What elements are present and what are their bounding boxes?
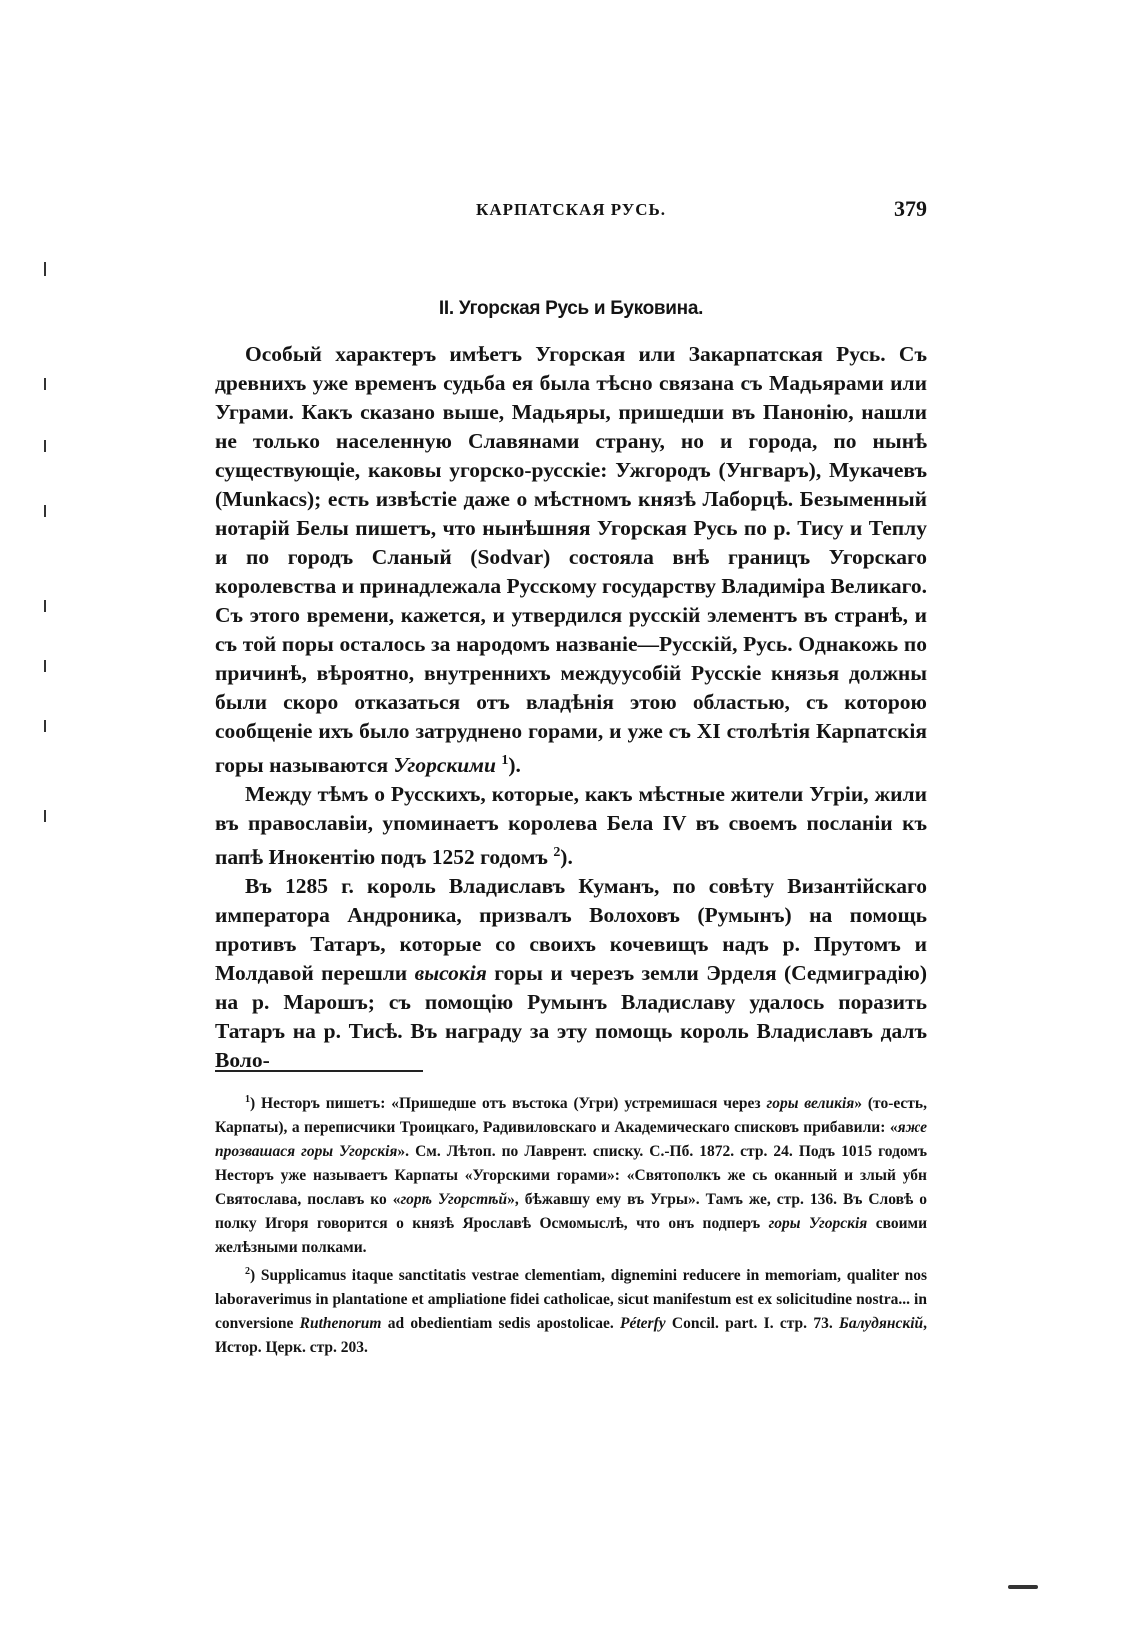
italic-term: Балудянскій bbox=[839, 1315, 924, 1333]
paragraph-text: ). bbox=[508, 753, 521, 778]
scan-mark bbox=[44, 440, 46, 452]
paragraph-text: Особый характеръ имѣетъ Угорская или Закарпатская Русь. Съ древнихъ уже временъ судьба ея была тѣсно связана съ Мадьярами или Уграми. Какъ сказано выше, Мадьяры, пришедши въ Панонію, нашли не только населенную Славянами страну, но и города, по нынѣ существующіе, каковы угорско-русскіе: Ужгородъ (Унгваръ), Мукачевъ (Munkacs); есть извѣстіе даже о мѣстномъ князѣ Лаборцѣ. Безыменный нотарій Белы пишетъ, что нынѣшняя Угорская Русь по р. Тису и Теплу и по городъ Сланый (Sodvar) состояла внѣ границъ Угорскаго королевства и принадлежала Русскому государству Владиміра Великаго. Съ этого времени, кажется, и утвердился русскій элементъ въ странѣ, и съ той поры осталось за народомъ названіе—Русскій, Русь. Однакожь по причинѣ, вѣроятно, внутреннихъ междуусобій Русскіе князья должны были скоро отказаться отъ владѣнія этою областью, съ которою сообщеніе ихъ было затруднено горами, и уже съ XI столѣтія Карпатскія горы называются bbox=[215, 342, 927, 778]
footnote-text: » (то-есть, Карпаты), а переписчики Троицкаго, Радивиловскаго и Академическаго списковъ прибавили: « bbox=[215, 1095, 927, 1137]
paragraph-text: Между тѣмъ о Русскихъ, которые, какъ мѣстные жители Угріи, жили въ православіи, упоминаетъ королева Бела IV въ своемъ посланіи къ папѣ Инокентію подъ 1252 годомъ bbox=[215, 782, 927, 870]
footnote-2 bbox=[215, 1260, 927, 1360]
scan-mark bbox=[1008, 1585, 1038, 1589]
footnote-marker: 1 bbox=[245, 1094, 251, 1105]
scan-mark bbox=[44, 378, 46, 390]
italic-term: яже прозвашася горы Угорскія bbox=[215, 1119, 927, 1161]
scan-mark bbox=[44, 600, 46, 612]
footnotes bbox=[215, 1088, 927, 1360]
italic-term: Péterfy bbox=[620, 1315, 666, 1333]
italic-term: горы Угорскія bbox=[768, 1215, 868, 1233]
footnote-ref: 1 bbox=[501, 753, 509, 768]
footnote-separator bbox=[215, 1070, 423, 1072]
page-number: 379 bbox=[894, 196, 927, 221]
page-header bbox=[215, 196, 927, 226]
italic-term: горѣ Угорстѣй bbox=[400, 1191, 508, 1209]
footnote-text: Concil. part. I. стр. 73. bbox=[671, 1315, 833, 1333]
italic-term: Угорскими bbox=[393, 753, 496, 778]
footnote-text: ». См. Лѣтоп. по Лаврент. списку. С.-Пб. 1872. стр. 24. Подъ 1015 годомъ Несторъ уже называетъ Карпаты «Угорскими горами»: «Святополкъ же сь оканный и злый убн Святослава, пославъ ко « bbox=[215, 1143, 927, 1209]
paragraph-1 bbox=[215, 340, 927, 780]
paragraph-text: горы и черезъ земли Эрделя (Седмиградію) на р. Марошъ; съ помощію Румынъ Владиславу удалось поразить Татаръ на р. Тисѣ. Въ награду за эту помощь король Владиславъ далъ Воло- bbox=[215, 961, 927, 1073]
italic-term: высокія bbox=[414, 961, 487, 986]
footnote-text: ) Supplicamus itaque sanctitatis vestrae clementiam, dignemini reducere in memoriam, qualiter nos laboraverimus in plantatione et ampliatione fidei catholicae, sicut manifestum est ex solicitudine nostra... in conversione bbox=[215, 1267, 927, 1333]
footnote-1 bbox=[215, 1088, 927, 1260]
scan-mark bbox=[44, 720, 46, 732]
footnote-text: своими желѣзными полками. bbox=[215, 1215, 928, 1257]
paragraph-2 bbox=[215, 780, 927, 872]
running-title: КАРПАТСКАЯ РУСЬ. bbox=[476, 200, 666, 219]
paragraph-text: Въ 1285 г. король Владиславъ Куманъ, по совѣту Византійскаго императора Андроника, призвалъ Волоховъ (Румынъ) на помощь противъ Татаръ, которые со своихъ кочевищъ надъ р. Прутомъ и Молдавой перешли bbox=[215, 874, 927, 986]
footnote-text: », бѣжавшу ему въ Угры». Тамъ же, стр. 136. Въ Словѣ о полку Игоря говорится о князѣ Ярославѣ Осмомыслѣ, что онъ подперъ bbox=[215, 1191, 928, 1233]
footnote-text: ) Несторъ пишетъ: «Пришедше отъ въстока (Угри) устремишася через bbox=[250, 1095, 761, 1113]
scan-mark bbox=[44, 505, 46, 517]
footnote-ref: 2 bbox=[553, 845, 561, 861]
main-text bbox=[215, 340, 927, 1075]
paragraph-text: ). bbox=[560, 845, 573, 870]
section-title: II. Угорская Русь и Буковина. bbox=[438, 298, 704, 319]
italic-term: Ruthenorum bbox=[299, 1315, 382, 1333]
italic-term: горы великія bbox=[766, 1095, 855, 1113]
paragraph-3 bbox=[215, 872, 927, 1075]
footnote-text: ad obedientiam sedis apostolicae. bbox=[387, 1315, 614, 1333]
scan-mark bbox=[44, 262, 46, 276]
footnote-marker: 2 bbox=[245, 1266, 251, 1278]
scan-mark bbox=[44, 810, 46, 822]
footnote-text: , Истор. Церк. стр. 203. bbox=[215, 1315, 927, 1357]
scan-mark bbox=[44, 660, 46, 672]
